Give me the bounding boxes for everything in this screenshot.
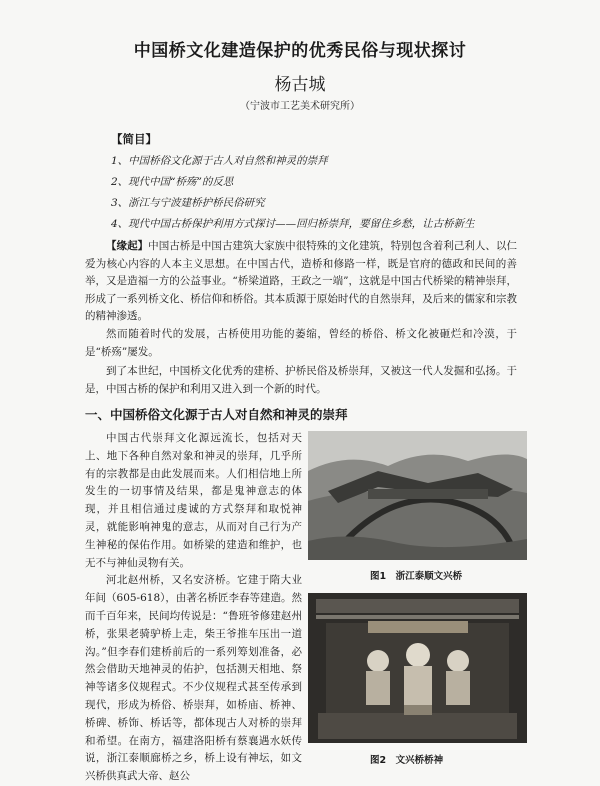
bridge-deity-shrine-illustration (308, 593, 527, 743)
author-name: 杨古城 (274, 75, 326, 95)
covered-bridge-illustration (308, 431, 527, 560)
figure-1-caption: 图1 浙江泰顺文兴桥 (370, 571, 463, 582)
figure-1-bridge-photo (308, 431, 527, 560)
abstract-list (111, 151, 571, 235)
intro-paragraph-1 (85, 238, 517, 326)
intro-paragraph-3: 到了本世纪，中国桥文化优秀的建桥、护桥民俗及桥崇拜，又被这一代人发掘和弘扬。于是，中国古桥的保护和利用又进入到一个新的时代。 (85, 365, 517, 395)
figure-2-shrine-photo (308, 593, 527, 743)
section-heading: 一、中国桥俗文化源于古人对自然和神灵的崇拜 (85, 407, 348, 422)
figure-2-caption: 图2 文兴桥桥神 (370, 755, 444, 766)
page-title: 中国桥文化建造保护的优秀民俗与现状探讨 (133, 41, 467, 61)
abstract-heading: 【简目】 (111, 132, 157, 146)
abstract-item: 4、现代中国古桥保护利用方式探讨——回归桥崇拜，要留住乡愁，让古桥新生 (111, 218, 475, 230)
abstract-item: 2、现代中国“桥殇”的反思 (111, 176, 234, 188)
intro-label: 【缘起】 (106, 240, 149, 252)
section-paragraph-1: 中国古代崇拜文化源远流长，包括对天上、地下各种自然对象和神灵的崇拜，几乎所有的宗教都是由此发展而来。人们相信地上所发生的一切事情及结果，都是鬼神意志的体现，并且相信通过虔诚的方式祭拜和取悦神灵，就能影响神鬼的意志，从而对自己行为产生神秘的保佑作用。如桥梁的建造和维护，也无不与神仙灵物有关。 (85, 432, 302, 569)
intro-paragraph-2: 然而随着时代的发展，古桥使用功能的萎缩，曾经的桥俗、桥文化被砸烂和冷漠，于是“桥殇”屡发。 (85, 328, 517, 358)
section-body (85, 430, 302, 786)
intro-text: 中国古桥是中国古建筑大家族中很特殊的文化建筑，特别包含着利己利人、以仁爱为核心内容的人本主义思想。在中国古代，造桥和修路一样，既是官府的德政和民间的善举，又是造福一方的公益事业。“桥梁道路，王政之一端”，这就是中国古代桥梁的精神崇拜，形成了一系列桥文化、桥信仰和桥俗。其本质源于原始时代的自然崇拜，及后来的儒家和宗教的精神渗透。 (85, 240, 518, 322)
section-paragraph-2: 河北赵州桥，又名安济桥。它建于隋大业年间（605-618），由著名桥匠李春等建造。然而千百年来，民间均传说是：“鲁班爷修建赵州桥，张果老骑驴桥上走，柴王爷推车压出一道沟。”但李春们建桥前后的一系列筹划准备，必然会借助天地神灵的佑护，包括测天相地、祭神等诸多仪规程式。不少仪规程式甚至传承到现代，形成为桥俗、桥崇拜，如桥庙、桥神、桥碑、桥饰、桥话等，都体现古人对桥的崇拜和希望。在南方，福建洛阳桥有蔡襄遇水妖传说，浙江泰顺廊桥之乡，桥上设有神坛，如文兴桥供真武大帝、赵公 (85, 574, 302, 783)
abstract-item: 1、中国桥俗文化源于古人对自然和神灵的崇拜 (111, 155, 328, 167)
author-affiliation: （宁波市工艺美术研究所） (240, 101, 360, 112)
abstract-item: 3、浙江与宁波建桥护桥民俗研究 (111, 197, 265, 209)
